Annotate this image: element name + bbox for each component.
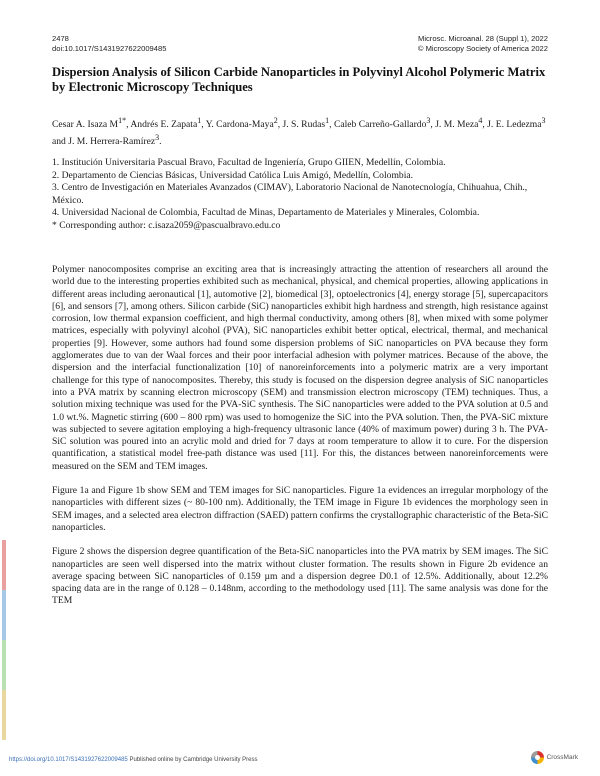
- crossmark-badge[interactable]: [531, 751, 578, 764]
- author: Andrés E. Zapata$^1$: [130, 116, 202, 131]
- paragraph: Figure 2 shows the dispersion degree quantification of the Beta-SiC nanoparticles into the PVA matrix by SEM images. The SiC nanoparticles are seen well dispersed into the matrix without cluster formation. The results shown in Figure 2b evidence an average spacing between SiC nanoparticles of 0.159 µm and a dispersion degree D0.1 of 12.5%. Additionally, about 12.2% spacing data are in the range of 0.128 – 0.148nm, according to the methodology used [11]. The same analysis was done for the TEM: [52, 546, 548, 607]
- paragraph: Figure 1a and Figure 1b show SEM and TEM images for SiC nanoparticles. Figure 1a evidences an irregular morphology of the nanoparticles with different sizes (~ 80-100 nm). Additionally, the TEM image in Figure 1b evidences the morphology seen in SEM images, and a selected area electron diffraction (SAED) pattern confirms the crystallographic characteristic of the Beta-SiC nanoparticles.: [52, 485, 548, 533]
- author: Y. Cardona-Maya$^2$: [205, 116, 278, 131]
- page-footer: [0, 745, 600, 775]
- author: J. S. Rudas$^1$: [282, 116, 330, 131]
- affiliation: 3. Centro de Investigación en Materiales Avanzados (CIMAV), Laboratorio Nacional de Nanotecnología, Chihuahua, Chih., México.: [52, 182, 528, 206]
- affiliation: 1. Institución Universitaria Pascual Bravo, Facultad de Ingeniería, Grupo GIIEN, Medellín, Colombia.: [52, 157, 446, 168]
- author: Cesar A. Isaza $M^{1*}$: [52, 116, 127, 131]
- side-decoration-strip: [2, 540, 6, 740]
- author: J. M. Meza$^4$: [435, 116, 483, 131]
- paragraph: Polymer nanocomposites comprise an exciting area that is increasingly attracting the attention of researchers all around the world due to the interesting properties exhibited such as mechanical, physical, and chemical properties, allowing applications in different areas including aeronautical [1], automotive [2], biomedical [3], optoelectronics [4], energy storage [5], supercapacitors [6], and sensors [7], among others. Silicon carbide (SiC) nanoparticles exhibit high hardness and strength, high resistance against corrosion, low thermal expansion coefficient, and high thermal conductivity, among others [8], when mixed with some polymer matrices, especially with polyvinyl alcohol (PVA), SiC nanoparticles exhibit better optical, electrical, thermal, and mechanical properties [9]. However, some authors had found some dispersion problems of SiC nanoparticles on PVA because they form agglomerates due to van der Waal forces and their poor interfacial adhesion with polymer matrices. Because of the above, the dispersion and the interfacial functionalization [10] of nanoreinforcements into a polymeric matrix are a very important challenge for this type of nanocomposites. Thereby, this study is focused on the dispersion degree analysis of SiC nanoparticles into a PVA matrix by scanning electron microscopy (SEM) and transmission electron microscopy (TEM) techniques. Thus, a solution mixing technique was used for the PVA-SiC synthesis. The SiC nanoparticles were added to the PVA solution at 0.5 and 1.0 wt.%. Magnetic stirring (600 – 800 rpm) was used to homogenize the SiC into the PVA solution. Then, the PVA-SiC mixture was subjected to severe agitation employing a high-frequency ultrasonic lance (40% of maximum power) during 3 h. The PVA-SiC solution was poured into an acrylic mold and dried for 7 days at room temperature to allow it to cure. For the dispersion quantification, a statistical model free-path distance was used [11]. For this, the distances between nanoreinforcements were measured on the SEM and TEM images.: [52, 264, 548, 472]
- author: J. M. Herrera-Ramírez$^3$: [68, 132, 160, 147]
- journal-citation: Microsc. Microanal. 28 (Suppl 1), 2022: [418, 34, 548, 43]
- page-number: 2478: [52, 34, 69, 43]
- crossmark-label: CrossMark: [546, 754, 578, 761]
- published-note: Published online by Cambridge University Press: [129, 757, 258, 763]
- body-text: [52, 264, 548, 620]
- affiliation: 4. Universidad Nacional de Colombia, Facultad de Minas, Departamento de Materiales y Minerales, Colombia.: [52, 207, 480, 219]
- author: J. E. Ledezma$^3$: [487, 116, 546, 131]
- affiliation: 2. Departamento de Ciencias Básicas, Universidad Católica Luis Amigó, Medellín, Colombia.: [52, 169, 414, 181]
- affiliation-list: [52, 157, 552, 233]
- copyright-notice: © Microscopy Society of America 2022: [417, 44, 548, 53]
- footer-text: [9, 757, 258, 763]
- author-list: Cesar A. Isaza $M^{1*}$, Andrés E. Zapata$^1$, Y. Cardona-Maya$^2$, J. S. Rudas$^1$, Caleb Carreño-Gallardo$^3$, J. M. Meza$^4$, J. E. Ledezma$^3$ and J. M. Herrera-Ramírez$^3$.: [52, 116, 546, 147]
- author: Caleb Carreño-Gallardo$^3$: [333, 116, 431, 131]
- running-header-right: [418, 34, 548, 54]
- article-doi: doi:10.1017/S1431927622009485: [52, 44, 167, 53]
- doi-link[interactable]: https://doi.org/10.1017/S1431927622009485: [9, 757, 128, 763]
- crossmark-icon: [531, 751, 544, 764]
- corresponding-author: * Corresponding author: c.isaza2059@pascualbravo.edu.co: [52, 219, 281, 231]
- paper-title: Dispersion Analysis of Silicon Carbide Nanoparticles in Polyvinyl Alcohol Polymeric Matrix by Electronic Microscopy Techniques: [52, 65, 546, 94]
- running-header-left: [52, 34, 166, 54]
